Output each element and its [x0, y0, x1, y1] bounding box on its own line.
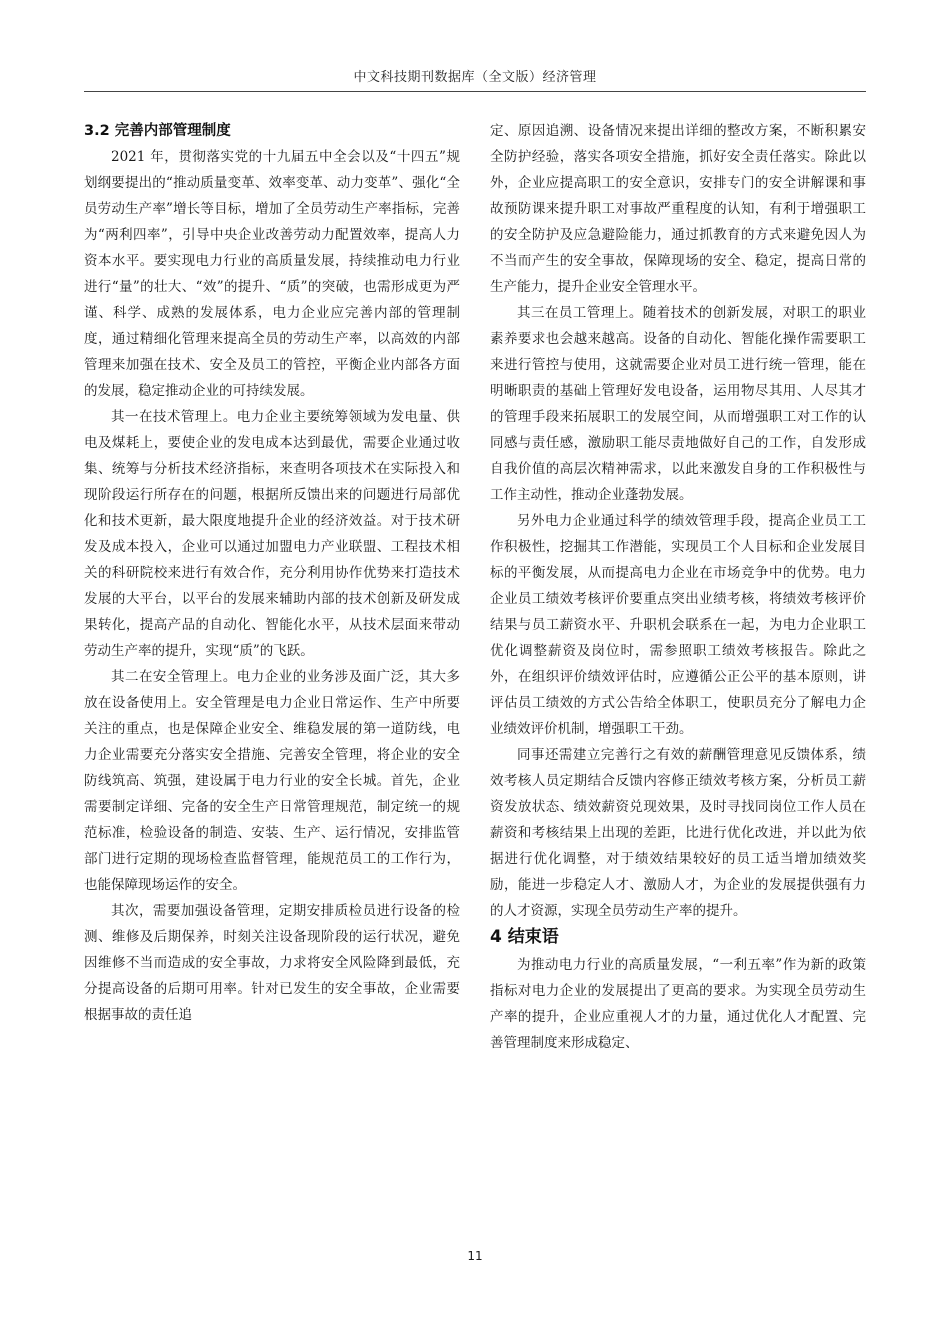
- body-paragraph: 另外电力企业通过科学的绩效管理手段，提高企业员工工作积极性，挖掘其工作潜能，实现员工个人目标和企业发展目标的平衡发展，从而提高电力企业在市场竞争中的优势。电力企业员工绩效考核评价要重点突出业绩考核，将绩效考核评价结果与员工薪资水平、升职机会联系在一起，为电力企业职工优化调整薪资及岗位时，需参照职工绩效考核报告。除此之外，在组织评价绩效评估时，应遵循公正公平的基本原则，讲评估员工绩效的方式公告给全体职工，使职员充分了解电力企业绩效评价机制，增强职工干劲。: [490, 513, 866, 737]
- left-column: [84, 118, 460, 1028]
- right-column: [490, 118, 866, 1056]
- body-paragraph: 其次，需要加强设备管理，定期安排质检员进行设备的检测、维修及后期保养，时刻关注设备现阶段的运行状况，避免因维修不当而造成的安全事故，力求将安全风险降到最低，充分提高设备的后期可用率。针对已发生的安全事故，企业需要根据事故的责任追: [84, 903, 460, 1023]
- body-paragraph: 同事还需建立完善行之有效的薪酬管理意见反馈体系，绩效考核人员定期结合反馈内容修正绩效考核方案，分析员工薪资发放状态、绩效薪资兑现效果，及时寻找同岗位工作人员在薪资和考核结果上出现的差距，比进行优化改进，并以此为依据进行优化调整，对于绩效结果较好的员工适当增加绩效奖励，能进一步稳定人才、激励人才，为企业的发展提供强有力的人才资源，实现全员劳动生产率的提升。: [490, 747, 866, 919]
- body-paragraph: 其一在技术管理上。电力企业主要统筹领域为发电量、供电及煤耗上，要使企业的发电成本达到最优，需要企业通过收集、统筹与分析技术经济指标，来查明各项技术在实际投入和现阶段运行所存在的问题，根据所反馈出来的问题进行局部优化和技术更新，最大限度地提升企业的经济效益。对于技术研发及成本投入，企业可以通过加盟电力产业联盟、工程技术相关的科研院校来进行有效合作，充分利用协作优势来打造技术发展的大平台，以平台的发展来辅助内部的技术创新及研发成果转化，提高产品的自动化、智能化水平，从技术层面来带动劳动生产率的提升，实现“质”的飞跃。: [84, 409, 460, 659]
- running-header: 中文科技期刊数据库（全文版）经济管理: [353, 70, 597, 85]
- page-number: 11: [467, 1249, 483, 1263]
- body-paragraph: 2021 年，贯彻落实党的十九届五中全会以及“十四五”规划纲要提出的“推动质量变革、效率变革、动力变革”、强化“全员劳动生产率”增长等目标，增加了全员劳动生产率指标，完善为“两利四率”，引导中央企业改善劳动力配置效率，提高人力资本水平。要实现电力行业的高质量发展，持续推动电力行业进行“量”的壮大、“效”的提升、“质”的突破，也需形成更为严谨、科学、成熟的发展体系，电力企业应完善内部的管理制度，通过精细化管理来提高全员的劳动生产率，以高效的内部管理来加强在技术、安全及员工的管控，平衡企业内部各方面的发展，稳定推动企业的可持续发展。: [84, 149, 460, 399]
- section-heading-3-2: 3.2 完善内部管理制度: [84, 123, 231, 139]
- body-paragraph-continued: 定、原因追溯、设备情况来提出详细的整改方案，不断积累安全防护经验，落实各项安全措施，抓好安全责任落实。除此以外，企业应提高职工的安全意识，安排专门的安全讲解课和事故预防课来提升职工对事故严重程度的认知，有利于增强职工的安全防护及应急避险能力，通过抓教育的方式来避免因人为不当而产生的安全事故，保障现场的安全、稳定，提高日常的生产能力，提升企业安全管理水平。: [490, 123, 866, 295]
- section-heading-4: 4 结束语: [490, 927, 559, 947]
- body-paragraph: 其三在员工管理上。随着技术的创新发展，对职工的职业素养要求也会越来越高。设备的自动化、智能化操作需要职工来进行管控与使用，这就需要企业对员工进行统一管理，能在明晰职责的基础上管理好发电设备，运用物尽其用、人尽其才的管理手段来拓展职工的发展空间，从而增强职工对工作的认同感与责任感，激励职工能尽责地做好自己的工作，自发形成自我价值的高层次精神需求，以此来激发自身的工作积极性与工作主动性，推动企业蓬勃发展。: [490, 305, 866, 503]
- body-paragraph: 为推动电力行业的高质量发展，“一利五率”作为新的政策指标对电力企业的发展提出了更高的要求。为实现全员劳动生产率的提升，企业应重视人才的力量，通过优化人才配置、完善管理制度来形成稳定、: [490, 957, 866, 1051]
- header-divider: [84, 91, 866, 92]
- body-paragraph: 其二在安全管理上。电力企业的业务涉及面广泛，其大多放在设备使用上。安全管理是电力企业日常运作、生产中所要关注的重点，也是保障企业安全、维稳发展的第一道防线，电力企业需要充分落实安全措施、完善安全管理，将企业的安全防线筑高、筑强，建设属于电力行业的安全长城。首先，企业需要制定详细、完备的安全生产日常管理规范，制定统一的规范标准，检验设备的制造、安装、生产、运行情况，安排监管部门进行定期的现场检查监督管理，能规范员工的工作行为，也能保障现场运作的安全。: [84, 669, 460, 893]
